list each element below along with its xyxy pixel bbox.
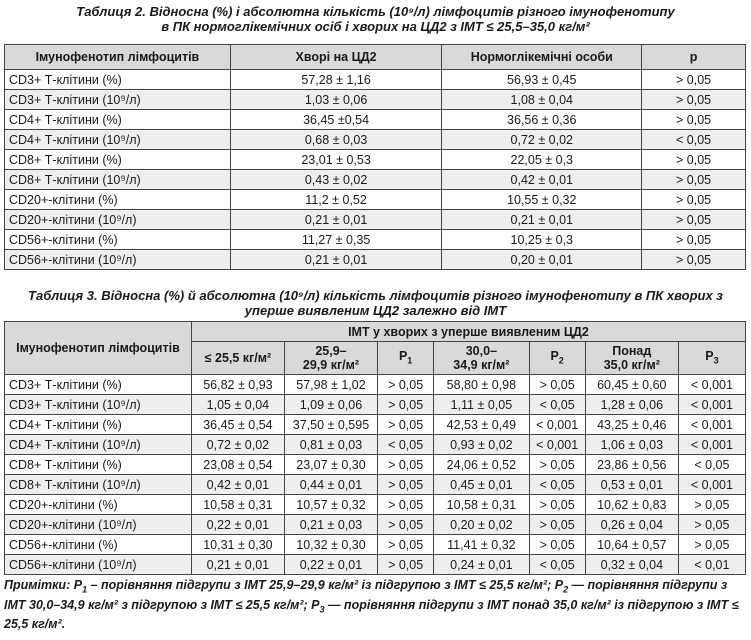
value-cell: 0,72 ± 0,02 xyxy=(442,130,642,150)
table-row xyxy=(5,395,746,415)
value-cell: 0,43 ± 0,02 xyxy=(230,170,442,190)
table-row xyxy=(5,70,746,90)
value-cell: 10,64 ± 0,57 xyxy=(585,535,678,555)
value-cell: 1,05 ± 0,04 xyxy=(191,395,284,415)
table3-header-row xyxy=(5,322,746,342)
row-label-cell: CD8+ Т-клітини (10⁹/л) xyxy=(5,170,231,190)
value-cell: > 0,05 xyxy=(378,475,434,495)
table3-header-group: ІМТ у хворих з уперше виявленим ЦД2 xyxy=(191,322,745,342)
value-cell: 56,93 ± 0,45 xyxy=(442,70,642,90)
value-cell: > 0,05 xyxy=(529,495,585,515)
value-cell: 0,21 ± 0,01 xyxy=(230,210,442,230)
row-label-cell: CD3+ Т-клітини (%) xyxy=(5,375,192,395)
value-cell: 0,21 ± 0,01 xyxy=(230,250,442,270)
row-label-cell: CD20+-клітини (%) xyxy=(5,495,192,515)
table-row xyxy=(5,90,746,110)
value-cell: > 0,05 xyxy=(678,515,745,535)
value-cell: < 0,05 xyxy=(642,130,746,150)
value-cell: < 0,001 xyxy=(529,415,585,435)
value-cell: 36,45 ± 0,54 xyxy=(191,415,284,435)
table2-caption xyxy=(0,4,751,34)
table3-subheader-p1 xyxy=(378,342,434,375)
value-cell: 0,22 ± 0,01 xyxy=(284,555,377,575)
value-cell: 23,07 ± 0,30 xyxy=(284,455,377,475)
subheader-text: P xyxy=(550,348,559,363)
value-cell: 0,42 ± 0,01 xyxy=(442,170,642,190)
notes-p1-sub: 1 xyxy=(82,584,88,595)
table3-subheader-g3 xyxy=(434,342,529,375)
table-row xyxy=(5,375,746,395)
value-cell: > 0,05 xyxy=(642,170,746,190)
value-cell: 10,62 ± 0,83 xyxy=(585,495,678,515)
value-cell: 0,53 ± 0,01 xyxy=(585,475,678,495)
notes-p2: P xyxy=(554,578,564,592)
table-row xyxy=(5,535,746,555)
value-cell: 60,45 ± 0,60 xyxy=(585,375,678,395)
table3-subheader-p3 xyxy=(678,342,745,375)
table-row xyxy=(5,150,746,170)
value-cell: 10,55 ± 0,32 xyxy=(442,190,642,210)
value-cell: 0,42 ± 0,01 xyxy=(191,475,284,495)
table3-subheader-g2 xyxy=(284,342,377,375)
value-cell: < 0,05 xyxy=(529,395,585,415)
value-cell: > 0,05 xyxy=(642,210,746,230)
value-cell: 22,05 ± 0,3 xyxy=(442,150,642,170)
row-label-cell: CD8+ Т-клітини (%) xyxy=(5,455,192,475)
value-cell: > 0,05 xyxy=(378,535,434,555)
table2-header-cell: p xyxy=(642,45,746,70)
table2-header-cell: Нормоглікемічні особи xyxy=(442,45,642,70)
table-row xyxy=(5,210,746,230)
value-cell: 10,31 ± 0,30 xyxy=(191,535,284,555)
row-label-cell: CD56+-клітини (10⁹/л) xyxy=(5,250,231,270)
value-cell: 0,20 ± 0,02 xyxy=(434,515,529,535)
value-cell: < 0,05 xyxy=(678,455,745,475)
value-cell: 0,21 ± 0,03 xyxy=(284,515,377,535)
subheader-text: 30,0– xyxy=(465,344,498,358)
row-label-cell: CD4+ Т-клітини (10⁹/л) xyxy=(5,130,231,150)
value-cell: 23,86 ± 0,56 xyxy=(585,455,678,475)
value-cell: 0,32 ± 0,04 xyxy=(585,555,678,575)
value-cell: 1,28 ± 0,06 xyxy=(585,395,678,415)
row-label-cell: CD4+ Т-клітини (%) xyxy=(5,415,192,435)
value-cell: > 0,05 xyxy=(642,110,746,130)
value-cell: 57,28 ± 1,16 xyxy=(230,70,442,90)
value-cell: 0,21 ± 0,01 xyxy=(191,555,284,575)
table-row xyxy=(5,415,746,435)
value-cell: < 0,001 xyxy=(678,395,745,415)
value-cell: < 0,001 xyxy=(529,435,585,455)
row-label-cell: CD4+ Т-клітини (10⁹/л) xyxy=(5,435,192,455)
notes-p3: P xyxy=(311,597,320,612)
row-label-cell: CD56+-клітини (%) xyxy=(5,230,231,250)
row-label-cell: CD3+ Т-клітини (10⁹/л) xyxy=(5,395,192,415)
table2-body xyxy=(5,70,746,270)
value-cell: > 0,05 xyxy=(642,90,746,110)
table3-caption xyxy=(0,288,751,318)
subheader-text: 29,9 кг/м² xyxy=(302,358,360,372)
row-label-cell: CD3+ Т-клітини (10⁹/л) xyxy=(5,90,231,110)
value-cell: > 0,05 xyxy=(378,515,434,535)
subheader-sub: 1 xyxy=(407,355,413,366)
value-cell: < 0,01 xyxy=(678,555,745,575)
row-label-cell: CD8+ Т-клітини (10⁹/л) xyxy=(5,475,192,495)
table-row xyxy=(5,130,746,150)
value-cell: 0,68 ± 0,03 xyxy=(230,130,442,150)
notes-p2-sub: 2 xyxy=(563,584,569,595)
value-cell: 1,09 ± 0,06 xyxy=(284,395,377,415)
value-cell: 0,20 ± 0,01 xyxy=(442,250,642,270)
value-cell: 58,80 ± 0,98 xyxy=(434,375,529,395)
value-cell: > 0,05 xyxy=(642,190,746,210)
value-cell: > 0,05 xyxy=(642,150,746,170)
value-cell: > 0,05 xyxy=(529,375,585,395)
table-row xyxy=(5,110,746,130)
value-cell: 10,32 ± 0,30 xyxy=(284,535,377,555)
table3-caption-line1: Таблиця 3. Відносна (%) й абсолютна (10⁹/л) кількість лімфоцитів різного імунофенотипу в ПК хворих з xyxy=(28,288,723,303)
subheader-text: ≤ 25,5 кг/м² xyxy=(204,351,272,365)
value-cell: 10,25 ± 0,3 xyxy=(442,230,642,250)
table-row xyxy=(5,555,746,575)
subheader-text: 25,9– xyxy=(315,344,347,358)
notes-p1: P xyxy=(73,578,83,592)
value-cell: 57,98 ± 1,02 xyxy=(284,375,377,395)
value-cell: > 0,05 xyxy=(378,455,434,475)
value-cell: 0,45 ± 0,01 xyxy=(434,475,529,495)
row-label-cell: CD4+ Т-клітини (%) xyxy=(5,110,231,130)
table3-subheader-p2 xyxy=(529,342,585,375)
row-label-cell: CD56+-клітини (%) xyxy=(5,535,192,555)
value-cell: 0,44 ± 0,01 xyxy=(284,475,377,495)
table-row xyxy=(5,230,746,250)
value-cell: 0,21 ± 0,01 xyxy=(442,210,642,230)
value-cell: 23,08 ± 0,54 xyxy=(191,455,284,475)
table-row xyxy=(5,515,746,535)
value-cell: 10,58 ± 0,31 xyxy=(191,495,284,515)
value-cell: > 0,05 xyxy=(378,375,434,395)
value-cell: 36,56 ± 0,36 xyxy=(442,110,642,130)
table3-subheader-g1 xyxy=(191,342,284,375)
table3-subheader-g4 xyxy=(585,342,678,375)
table-row xyxy=(5,455,746,475)
row-label-cell: CD8+ Т-клітини (%) xyxy=(5,150,231,170)
value-cell: 1,06 ± 0,03 xyxy=(585,435,678,455)
value-cell: 23,01 ± 0,53 xyxy=(230,150,442,170)
row-label-cell: CD3+ Т-клітини (%) xyxy=(5,70,231,90)
table-row xyxy=(5,170,746,190)
value-cell: 1,03 ± 0,06 xyxy=(230,90,442,110)
table2-header-cell: Імунофенотип лімфоцитів xyxy=(5,45,231,70)
value-cell: 10,58 ± 0,31 xyxy=(434,495,529,515)
value-cell: > 0,05 xyxy=(642,250,746,270)
subheader-text: P xyxy=(705,348,714,363)
table3-body xyxy=(5,375,746,575)
value-cell: > 0,05 xyxy=(678,535,745,555)
row-label-cell: CD20+-клітини (10⁹/л) xyxy=(5,515,192,535)
row-label-cell: CD20+-клітини (%) xyxy=(5,190,231,210)
value-cell: > 0,05 xyxy=(678,495,745,515)
value-cell: 0,26 ± 0,04 xyxy=(585,515,678,535)
table-row xyxy=(5,435,746,455)
table3-notes xyxy=(4,578,748,632)
notes-text1: – порівняння підгрупи з ІМТ 25,9–29,9 кг/м² із підгрупою з ІМТ ≤ 25,5 кг/м²; xyxy=(87,578,555,592)
value-cell: < 0,001 xyxy=(678,435,745,455)
value-cell: > 0,05 xyxy=(529,535,585,555)
value-cell: 10,57 ± 0,32 xyxy=(284,495,377,515)
table-row xyxy=(5,475,746,495)
value-cell: < 0,05 xyxy=(529,475,585,495)
value-cell: 37,50 ± 0,595 xyxy=(284,415,377,435)
value-cell: < 0,05 xyxy=(529,555,585,575)
notes-p3-sub: 3 xyxy=(319,604,325,614)
table2-caption-line2: в ПК нормоглікемічних осіб і хворих на ЦД2 з ІМТ ≤ 25,5–35,0 кг/м² xyxy=(161,19,590,34)
value-cell: 0,72 ± 0,02 xyxy=(191,435,284,455)
value-cell: 56,82 ± 0,93 xyxy=(191,375,284,395)
row-label-cell: CD20+-клітини (10⁹/л) xyxy=(5,210,231,230)
value-cell: > 0,05 xyxy=(529,455,585,475)
value-cell: 0,24 ± 0,01 xyxy=(434,555,529,575)
value-cell: > 0,05 xyxy=(378,395,434,415)
table2 xyxy=(4,44,746,270)
notes-text2: — порівняння підгрупи з ІМТ 30,0–34,9 кг/м² з підгрупою з ІМТ ≤ 25,5 кг/м²; xyxy=(4,578,728,612)
value-cell: 0,81 ± 0,03 xyxy=(284,435,377,455)
value-cell: 0,22 ± 0,01 xyxy=(191,515,284,535)
table2-caption-line1: Таблиця 2. Відносна (%) і абсолютна кількість (10⁹/л) лімфоцитів різного імунофенотипу xyxy=(76,4,675,19)
table2-header-row xyxy=(5,45,746,70)
table-row xyxy=(5,250,746,270)
table2-header-cell: Хворі на ЦД2 xyxy=(230,45,442,70)
value-cell: > 0,05 xyxy=(529,515,585,535)
table3-header-left: Імунофенотип лімфоцитів xyxy=(5,322,192,375)
value-cell: > 0,05 xyxy=(642,70,746,90)
table-row xyxy=(5,495,746,515)
value-cell: > 0,05 xyxy=(378,555,434,575)
subheader-text: Понад xyxy=(612,344,652,358)
value-cell: 1,08 ± 0,04 xyxy=(442,90,642,110)
value-cell: 11,2 ± 0,52 xyxy=(230,190,442,210)
value-cell: 11,27 ± 0,35 xyxy=(230,230,442,250)
value-cell: < 0,05 xyxy=(378,435,434,455)
value-cell: 36,45 ±0,54 xyxy=(230,110,442,130)
value-cell: < 0,001 xyxy=(678,475,745,495)
value-cell: > 0,05 xyxy=(378,495,434,515)
value-cell: < 0,001 xyxy=(678,375,745,395)
table-row xyxy=(5,190,746,210)
subheader-text: P xyxy=(398,348,408,363)
row-label-cell: CD56+-клітини (10⁹/л) xyxy=(5,555,192,575)
value-cell: 42,53 ± 0,49 xyxy=(434,415,529,435)
value-cell: > 0,05 xyxy=(378,415,434,435)
value-cell: 0,93 ± 0,02 xyxy=(434,435,529,455)
value-cell: > 0,05 xyxy=(642,230,746,250)
subheader-text: 34,9 кг/м² xyxy=(453,358,510,372)
table3 xyxy=(4,321,746,575)
table3-caption-line2: уперше виявленим ЦД2 залежно від ІМТ xyxy=(244,303,507,318)
value-cell: < 0,001 xyxy=(678,415,745,435)
notes-label: Примітки: xyxy=(4,578,71,592)
value-cell: 11,41 ± 0,32 xyxy=(434,535,529,555)
subheader-sub: 3 xyxy=(713,355,719,366)
notes-text3: — порівняння підгрупи з ІМТ понад 35,0 кг/м² із підгрупою з ІМТ ≤ 25,5 кг/м². xyxy=(4,597,739,631)
value-cell: 43,25 ± 0,46 xyxy=(585,415,678,435)
subheader-text: 35,0 кг/м² xyxy=(603,358,660,372)
value-cell: 24,06 ± 0,52 xyxy=(434,455,529,475)
subheader-sub: 2 xyxy=(558,355,564,366)
value-cell: 1,11 ± 0,05 xyxy=(434,395,529,415)
